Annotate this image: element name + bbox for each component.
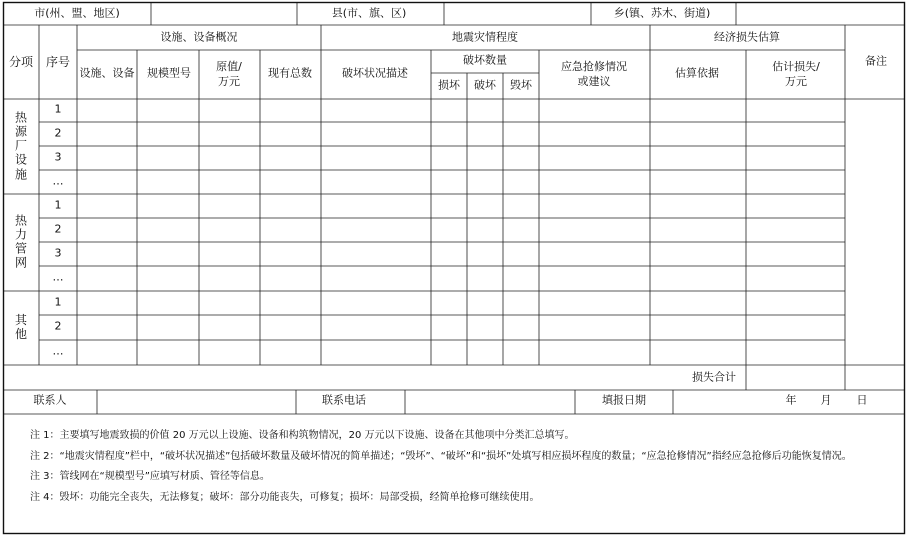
- col-estimated-loss: 估计损失/ 万元: [772, 60, 820, 88]
- col-economic-group: 经济损失估算: [714, 30, 780, 44]
- col-original-value: 原值/ 万元: [216, 60, 242, 88]
- seq-cell: 1: [54, 102, 62, 116]
- seq-cell: …: [52, 174, 64, 188]
- col-damage-group: 地震灾情程度: [452, 30, 518, 44]
- col-existing-total: 现有总数: [268, 66, 312, 80]
- seq-cell: 2: [54, 126, 62, 140]
- note-4: 注 4：毁坏：功能完全丧失，无法修复；破坏：部分功能丧失，可修复；损坏：局部受损，经简单抢修可继续使用。: [30, 491, 540, 503]
- col-broken: 破坏: [474, 78, 496, 92]
- seq-cell: 3: [54, 150, 62, 164]
- seq-cell: …: [52, 270, 64, 284]
- seq-cell: 2: [54, 222, 62, 236]
- total-loss-label: 损失合计: [692, 370, 736, 384]
- col-seq: 序号: [45, 54, 71, 69]
- group-label-heat-network: 热力管网: [14, 213, 27, 271]
- group-label-other: 其他: [14, 312, 27, 341]
- contact-label: 联系人: [33, 393, 67, 407]
- city-label: 市(州、盟、地区): [34, 6, 120, 20]
- col-remarks: 备注: [865, 54, 887, 68]
- note-2: 注 2：“地震灾情程度”栏中，“破坏状况描述”包括破坏数量及破坏情况的简单描述；“毁坏”、“破坏”和“损坏”处填写相应损坏程度的数量；“应急抢修情况”指经应急抢修后功能恢复情况。: [30, 450, 852, 462]
- notes-section: [30, 428, 902, 510]
- col-model: 规模型号: [147, 66, 191, 80]
- seq-cell: …: [52, 344, 64, 358]
- seq-cell: 2: [54, 319, 62, 333]
- col-damage-count: 破坏数量: [463, 53, 507, 67]
- col-damage-desc: 破坏状况描述: [342, 66, 408, 80]
- town-label: 乡(镇、苏木、街道): [613, 6, 711, 20]
- col-category: 分项: [8, 54, 34, 69]
- col-damaged: 损坏: [438, 78, 460, 92]
- date-month: 月: [820, 393, 832, 407]
- seq-cell: 1: [54, 295, 62, 309]
- seq-cell: 3: [54, 246, 62, 260]
- col-basis: 估算依据: [675, 66, 719, 80]
- col-emergency: 应急抢修情况 或建议: [561, 60, 627, 88]
- date-day: 日: [856, 393, 868, 407]
- date-label: 填报日期: [602, 393, 646, 407]
- group-label-heat-source: 热源厂设施: [14, 110, 27, 182]
- note-1: 注 1：主要填写地震致损的价值 20 万元以上设施、设备和构筑物情况，20 万元以下设施、设备在其他项中分类汇总填写。: [30, 430, 575, 441]
- phone-label: 联系电话: [322, 393, 366, 407]
- col-facility-name: 设施、设备: [79, 66, 135, 80]
- col-destroyed: 毁坏: [510, 78, 532, 92]
- col-facility-group: 设施、设备概况: [160, 30, 238, 44]
- county-label: 县(市、旗、区): [331, 6, 407, 20]
- note-3: 注 3：管线网在“规模型号”应填写材质、管径等信息。: [30, 471, 270, 482]
- date-year: 年: [785, 393, 797, 407]
- seq-cell: 1: [54, 198, 62, 212]
